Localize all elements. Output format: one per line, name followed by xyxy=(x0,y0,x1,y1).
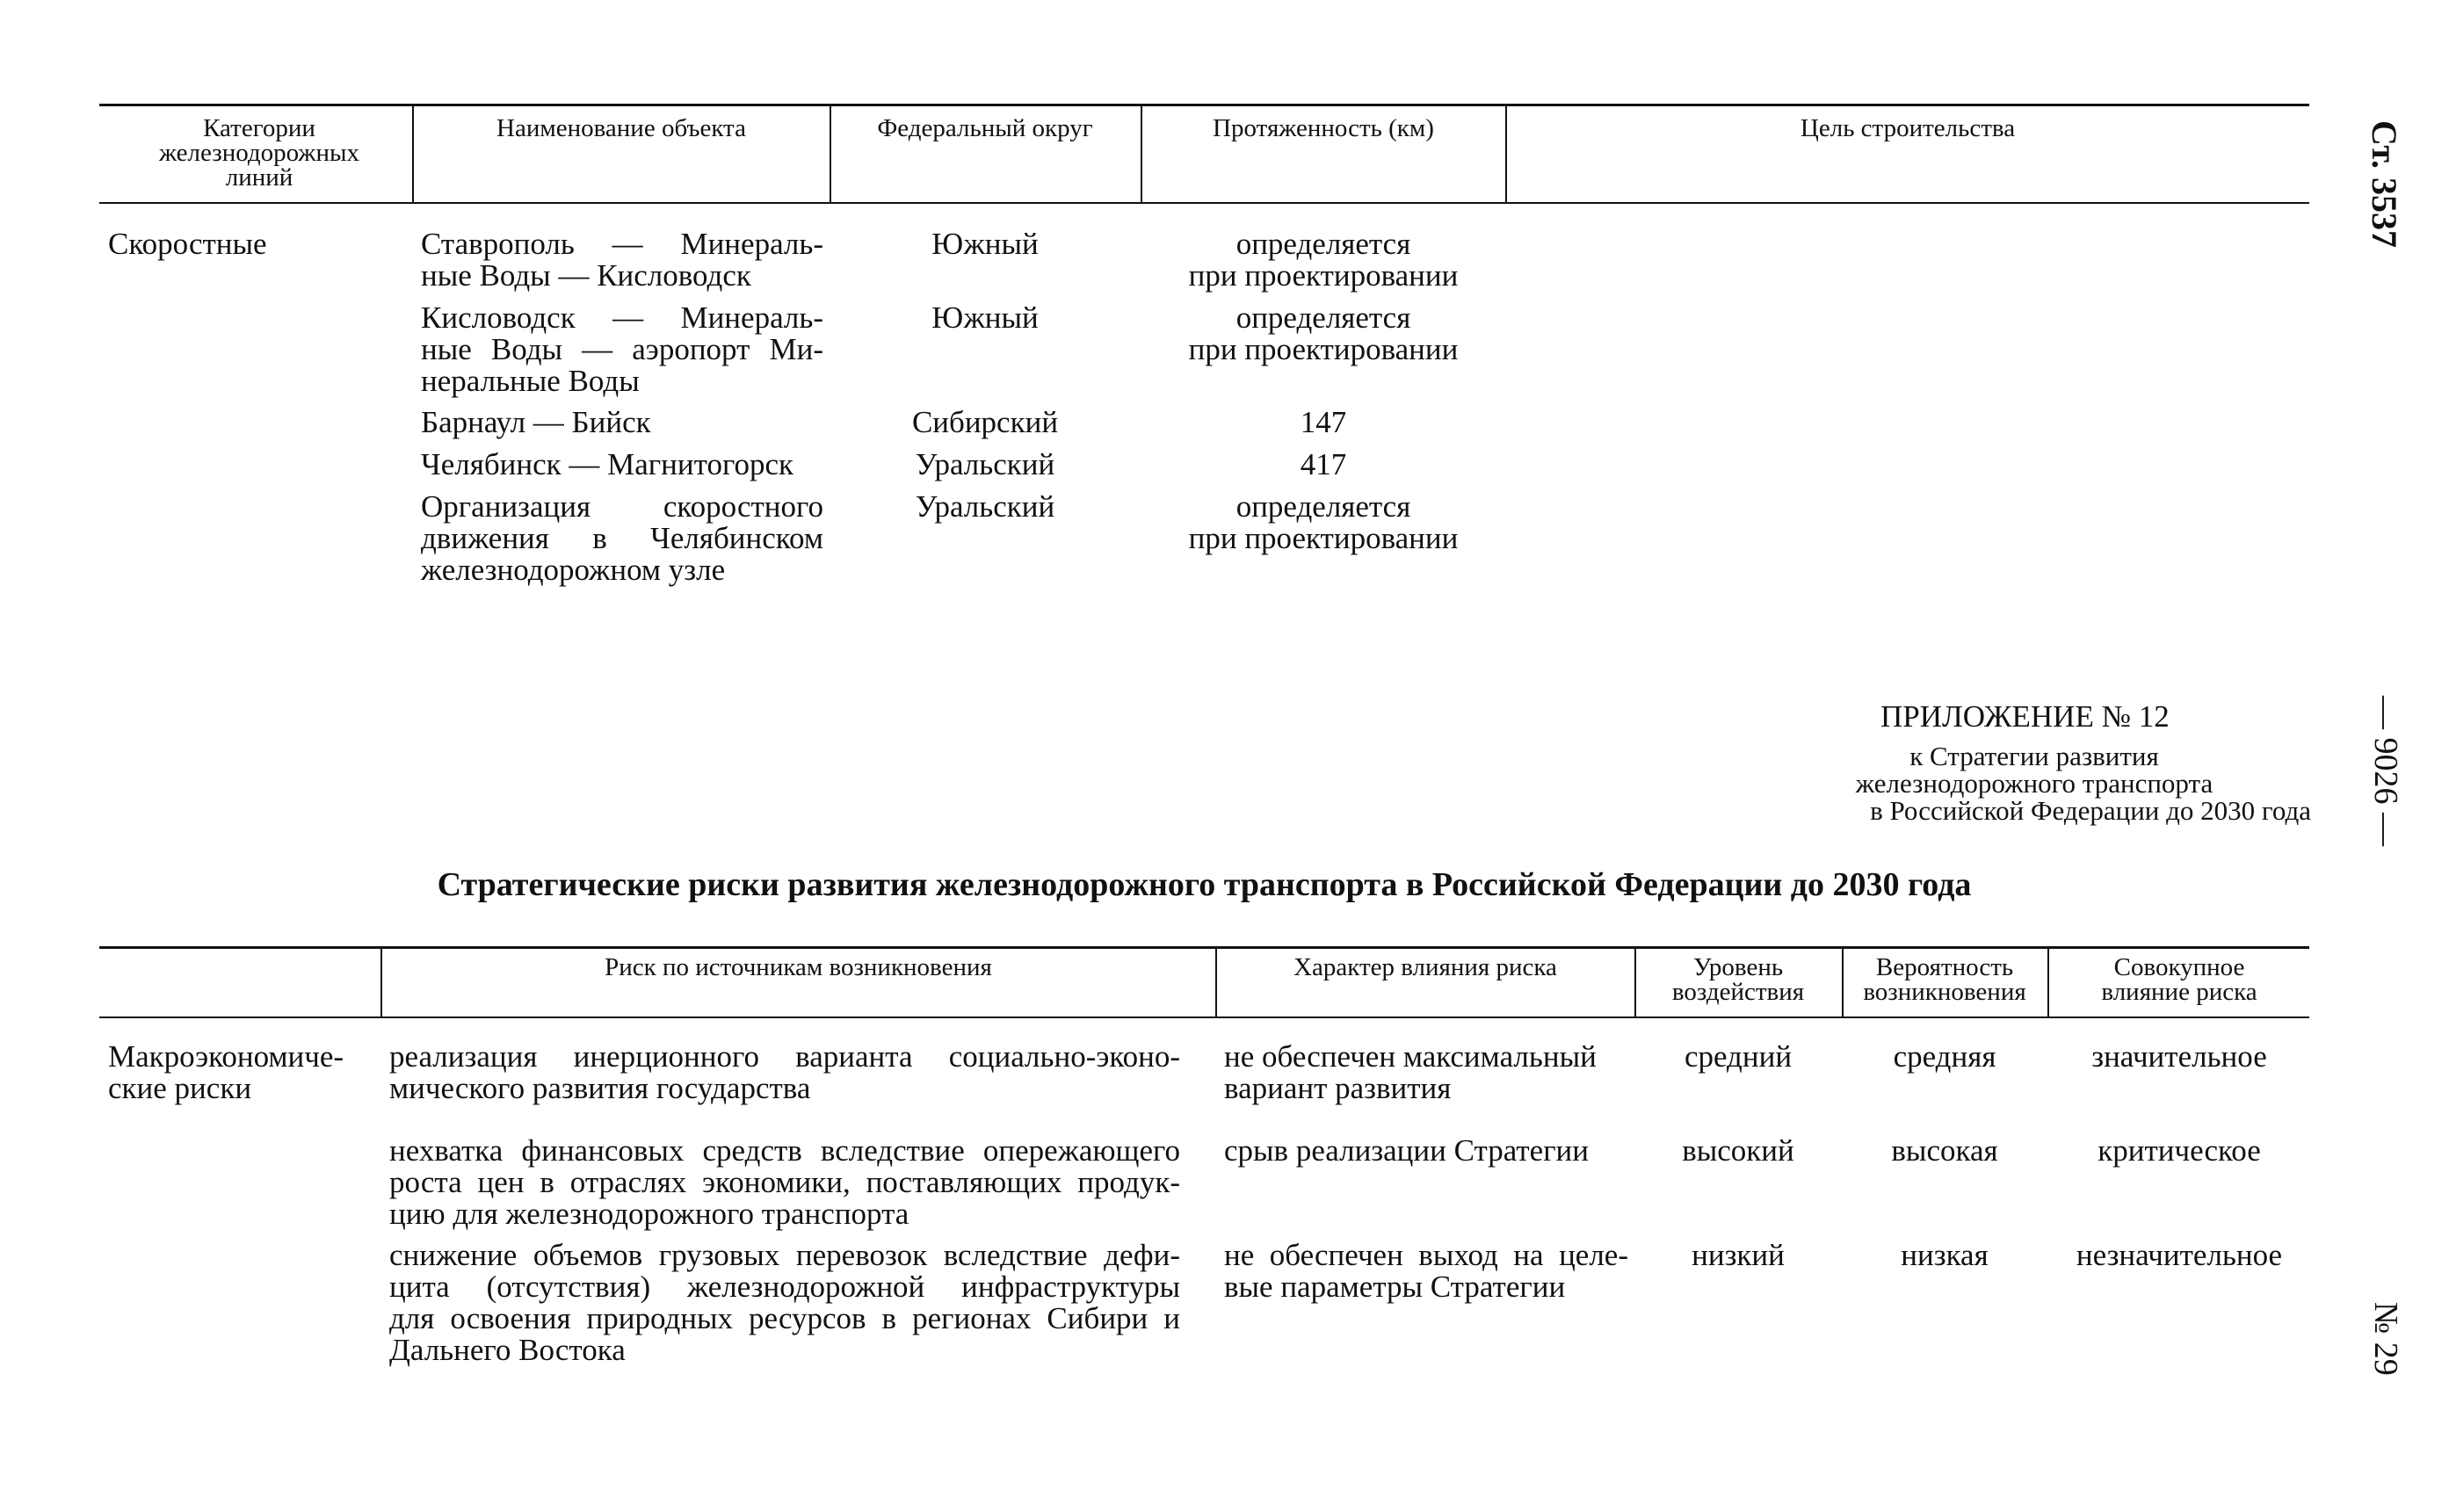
table2-header-level: Уровень воздействия xyxy=(1671,953,1805,1006)
table1-length: 147 xyxy=(1300,405,1347,439)
table2-probability: высокая xyxy=(1891,1133,1998,1168)
table2-impact: не обеспечен максимальный вариант развития xyxy=(1224,1039,1597,1105)
table1-object: Организация скоростного xyxy=(421,489,823,524)
table2-header-probability: Вероятность возникновения xyxy=(1863,953,2026,1006)
table2-risk: реализация инерционного варианта социально-эконо- мического развития государства xyxy=(389,1039,1180,1105)
table2-level: низкий xyxy=(1692,1238,1785,1272)
page-title: Стратегические риски развития железнодорожного транспорта в Российской Федерации до 2030 года xyxy=(437,866,1972,903)
table1-object: неральные Воды xyxy=(421,364,640,398)
table1-header-category: Категории железнодорожных линий xyxy=(159,114,359,192)
table2-category: Макроэкономиче- ские риски xyxy=(108,1039,344,1105)
table1-object: Ставрополь — Минераль- xyxy=(421,227,823,261)
table2-probability: низкая xyxy=(1901,1238,1989,1272)
table1-length: 417 xyxy=(1300,447,1347,481)
table1-col-divider xyxy=(412,104,414,204)
appendix-line: к Стратегии развития xyxy=(1909,741,2159,771)
table1-top-rule xyxy=(99,104,2309,106)
table1-header-district: Федеральный округ xyxy=(877,114,1093,142)
table1-length: определяется при проектировании xyxy=(1188,227,1459,293)
table2-total: значительное xyxy=(2091,1039,2267,1074)
table1-length: определяется при проектировании xyxy=(1188,489,1459,555)
table2-impact: срыв реализации Стратегии xyxy=(1224,1133,1590,1168)
page-number: — 9026 — xyxy=(2367,696,2404,846)
table1-district: Уральский xyxy=(915,489,1055,524)
issue-number: № 29 xyxy=(2367,1302,2404,1376)
table1-district: Сибирский xyxy=(911,405,1059,439)
table2-total: незначительное xyxy=(2076,1238,2283,1272)
table1-header-purpose: Цель строительства xyxy=(1800,114,2016,142)
table1-object: Барнаул — Бийск xyxy=(421,405,651,439)
table1-col-divider xyxy=(1505,104,1507,204)
appendix-line: в Российской Федерации до 2030 года xyxy=(1870,795,2311,826)
appendix-title: ПРИЛОЖЕНИЕ № 12 xyxy=(1880,699,2170,734)
table2-top-rule xyxy=(99,946,2309,949)
table1-district: Уральский xyxy=(915,447,1055,481)
table2-risk: снижение объемов грузовых перевозок вследствие дефи- цита (отсутствия) железнодорожной инфраструктуры для освоения природных ресурсов в регионах Сибири и Дальнего Востока xyxy=(389,1238,1180,1367)
table1-object: ные Воды — аэропорт Ми- xyxy=(421,332,823,366)
table1-object: железнодорожном узле xyxy=(421,553,726,587)
table2-risk: нехватка финансовых средств вследствие опережающего роста цен в отраслях экономики, поставляющих продук- цию для железнодорожного транспорта xyxy=(389,1133,1180,1231)
table1-object: движения в Челябинском xyxy=(421,521,823,555)
table2-impact: не обеспечен выход на целе- вые параметры Стратегии xyxy=(1224,1238,1628,1304)
table1-header-rule xyxy=(99,202,2309,204)
table2-level: высокий xyxy=(1682,1133,1794,1168)
table2-header-impact: Характер влияния риска xyxy=(1293,953,1557,981)
table1-header-object: Наименование объекта xyxy=(496,114,746,142)
page-label: Ст. 3537 xyxy=(2365,120,2404,248)
table2-col-divider xyxy=(1215,946,1217,1018)
table2-header-rule xyxy=(99,1016,2309,1018)
appendix-line: железнодорожного транспорта xyxy=(1855,768,2214,799)
table2-col-divider xyxy=(380,946,382,1018)
table1-object: Челябинск — Магнитогорск xyxy=(421,447,793,481)
table1-header-length: Протяженность (км) xyxy=(1213,114,1434,142)
table2-header-total: Совокупное влияние риска xyxy=(2101,953,2257,1006)
table1-category: Скоростные xyxy=(108,227,267,261)
table1-length: определяется при проектировании xyxy=(1188,300,1459,366)
table1-district: Южный xyxy=(931,300,1039,335)
table2-header-risk: Риск по источникам возникновения xyxy=(605,953,992,981)
table1-district: Южный xyxy=(931,227,1039,261)
table1-object: ные Воды — Кисловодск xyxy=(421,258,751,293)
table2-total: критическое xyxy=(2098,1133,2261,1168)
table1-object: Кисловодск — Минераль- xyxy=(421,300,823,335)
table2-level: средний xyxy=(1684,1039,1793,1074)
table2-probability: средняя xyxy=(1893,1039,1996,1074)
